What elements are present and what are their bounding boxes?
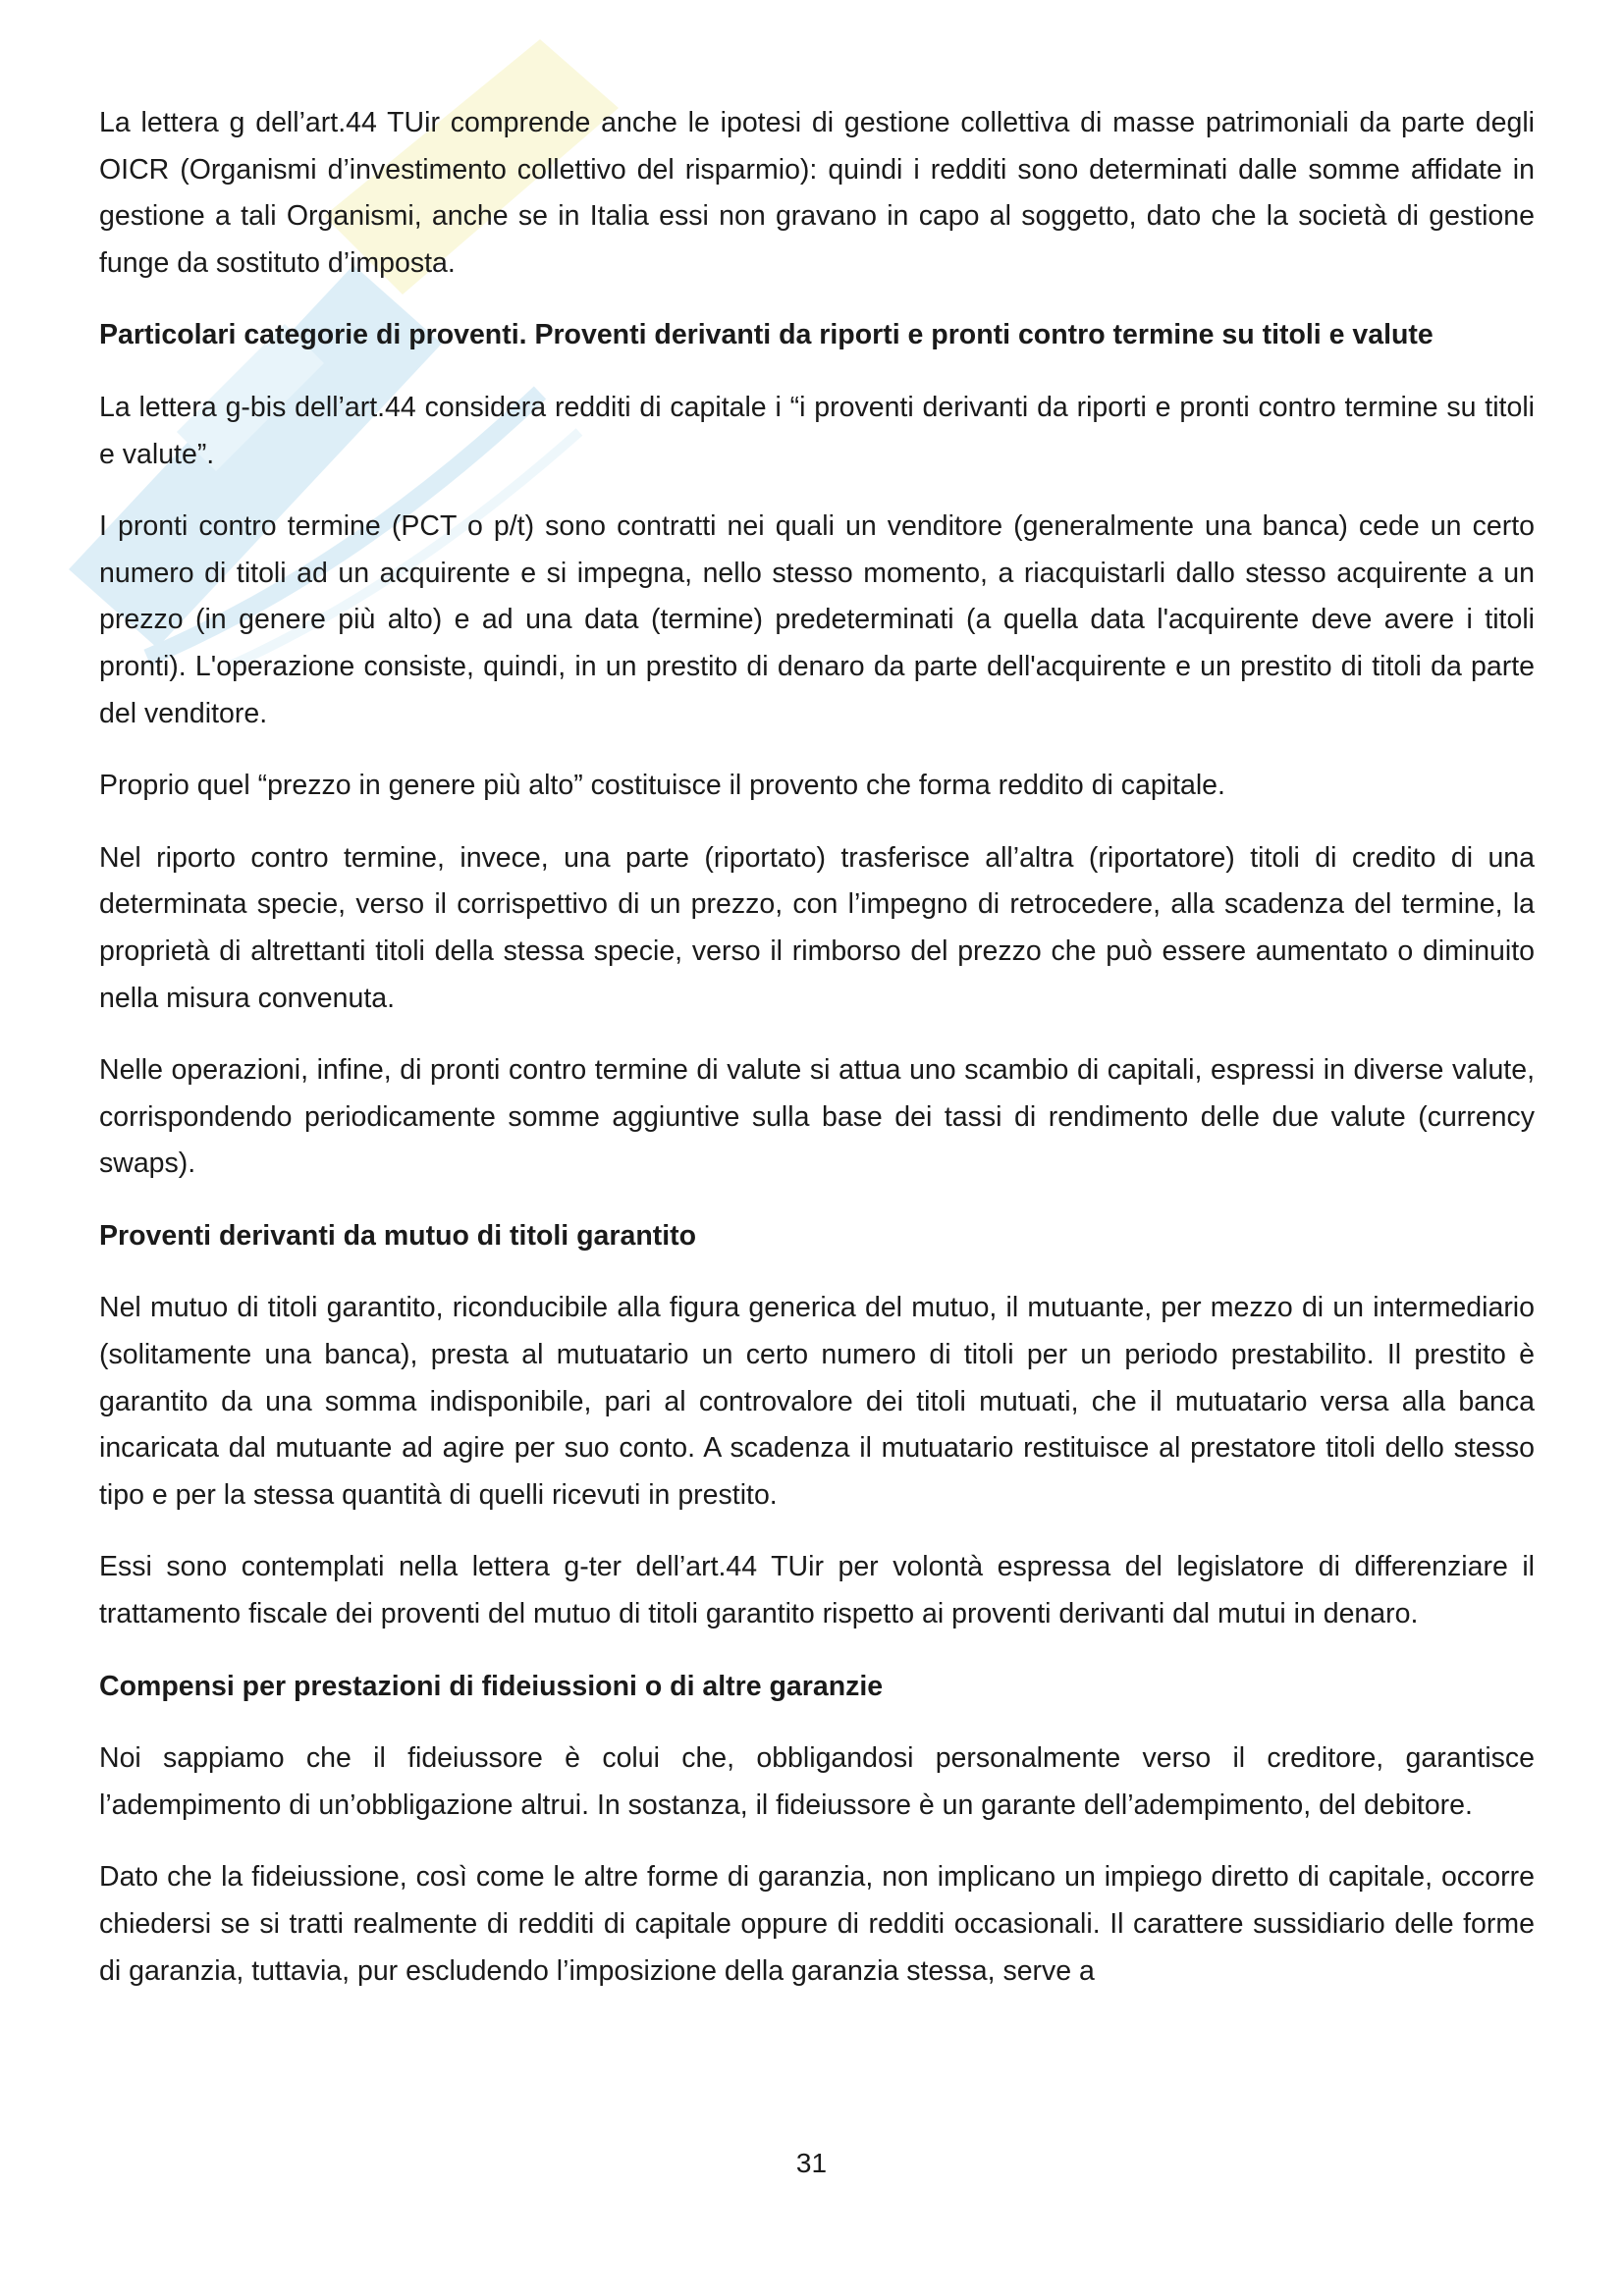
heading-fideiussioni: Compensi per prestazioni di fideiussioni o di altre garanzie bbox=[99, 1670, 884, 1702]
paragraph-g-ter: Essi sono contemplati nella lettera g-ter dell’art.44 TUir per volontà espressa del legislatore di differenziare il trattamento fiscale dei proventi del mutuo di titoli garantito rispetto ai proventi derivanti dal mutui in denaro. bbox=[99, 1551, 1535, 1630]
page-number: 31 bbox=[795, 2148, 828, 2178]
heading-mutuo-titoli: Proventi derivanti da mutuo di titoli garantito bbox=[99, 1219, 697, 1252]
paragraph-pronti-contro-termine: I pronti contro termine (PCT o p/t) sono contratti nei quali un venditore (generalmente una banca) cede un certo numero di titoli ad un acquirente e si impegna, nello stesso momento, a riacquistarli dallo stesso acquirente a un prezzo (in genere più alto) e ad una data (termine) predeterminati (a quella data l'acquirente deve avere i titoli pronti). L'operazione consiste, quindi, in un prestito di denaro da parte dell'acquirente e un prestito di titoli da parte del venditore. bbox=[99, 510, 1535, 729]
paragraph-mutuo-titoli: Nel mutuo di titoli garantito, riconducibile alla figura generica del mutuo, il mutuante, per mezzo di un intermediario (solitamente una banca), presta al mutuatario un certo numero di titoli per un periodo prestabilito. Il prestito è garantito da una somma indisponibile, pari al controvalore dei titoli mutuati, che il mutuatario versa alla banca incaricata dal mutuante ad agire per suo conto. A scadenza il mutuatario restituisce al prestatore titoli dello stesso tipo e per la stessa quantità di quelli ricevuti in prestito. bbox=[99, 1292, 1535, 1511]
paragraph-riporto-contro-termine: Nel riporto contro termine, invece, una parte (riportato) trasferisce all’altra (riportatore) titoli di credito di una determinata specie, verso il corrispettivo di un prezzo, con l’impegno di retrocedere, alla scadenza del termine, la proprietà di altrettanti titoli della stessa specie, verso il rimborso del prezzo che può essere aumentato o diminuito nella misura convenuta. bbox=[99, 841, 1535, 1014]
paragraph-oicr: La lettera g dell’art.44 TUir comprende anche le ipotesi di gestione collettiva di masse patrimoniali da parte degli OICR (Organismi d’investimento collettivo del risparmio): quindi i redditi sono determinati dalle somme affidate in gestione a tali Organismi, anche se in Italia essi non gravano in capo al soggetto, dato che la società di gestione funge da sostituto d’imposta. bbox=[99, 107, 1535, 279]
paragraph-fideiussore: Noi sappiamo che il fideiussore è colui che, obbligandosi personalmente verso il creditore, garantisce l’adempimento di un’obbligazione altrui. In sostanza, il fideiussore è un garante dell’adempimento, del debitore. bbox=[99, 1742, 1535, 1821]
paragraph-g-bis: La lettera g-bis dell’art.44 considera redditi di capitale i “i proventi derivanti da riporti e pronti contro termine su titoli e valute”. bbox=[99, 391, 1535, 470]
heading-riporti-pct: Particolari categorie di proventi. Proventi derivanti da riporti e pronti contro termine su titoli e valute bbox=[99, 319, 1434, 351]
paragraph-pct-valute: Nelle operazioni, infine, di pronti contro termine di valute si attua uno scambio di capitali, espressi in diverse valute, corrispondendo periodicamente somme aggiuntive sulla base dei tassi di rendimento delle due valute (currency swaps). bbox=[99, 1054, 1535, 1180]
paragraph-prezzo-piu-alto: Proprio quel “prezzo in genere più alto” costituisce il provento che forma reddito di capitale. bbox=[99, 770, 1225, 802]
paragraph-garanzie: Dato che la fideiussione, così come le altre forme di garanzia, non implicano un impiego diretto di capitale, occorre chiedersi se si tratti realmente di redditi di capitale oppure di redditi occasionali. Il carattere sussidiario delle forme di garanzia, tuttavia, pur escludendo l’imposizione della garanzia stessa, serve a bbox=[99, 1861, 1535, 1987]
document-page bbox=[99, 100, 1535, 2020]
